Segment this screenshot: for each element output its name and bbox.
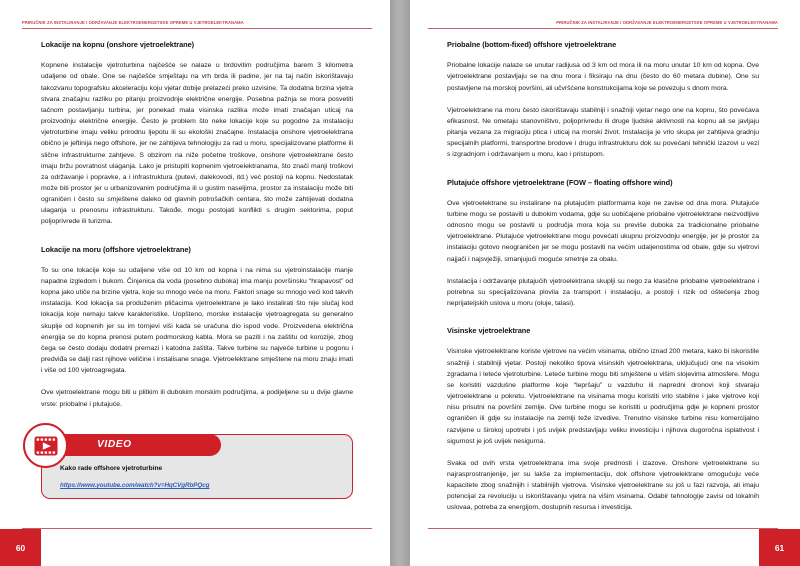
video-callout <box>41 434 353 499</box>
paragraph-airborne-1: Visinske vjetroelektrane koriste vjetrove na većim visinama, obično iznad 200 metara, kako bi iskoristile snažniji i stabilniji vjetar. Postoji nekoliko tipova visinskih vjetroelektrana, uključujući one na visokim zgradama i leteće vjetroturbine. Leteće turbine mogu biti smještene u višim slojevima atmosfere. Mogu se koristiti vazdušne platforme koje “lepršaju” u vazduhu ili napredni dronovi koji stvaraju vjetroelektrane u pokretu. Vjetroelektrane na visinama mogu koristiti vrlo stabilne i jake vjetrove koji nisu prisutni na površini zemlje. Ove turbine mogu se koristiti u područjima gdje je kopneni prostor ograničen ili gdje su instalacije na zemlji teže izvedive. Trenutno visinske turbine nisu komercijalno razvijene u širokoj upotrebi i još uvijek predstavljaju veliku investiciju i njihova dugoročna isplativost i sigurnost je još uvijek nesigurna. <box>447 348 759 445</box>
video-callout-tab <box>63 434 221 456</box>
page-gutter <box>390 0 410 566</box>
paragraph-floating-1: Ove vjetroelektrane su instalirane na plutajućim platformama koje ne zavise od dna mora. Plutajuće turbine mogu se postaviti u dubokim vodama, gdje su uobičajene priobalne vjetroelektrane neizvodljive odnosno mogu se postaviti u područja mora koja su previše duboka za tradicionalne priobalne vjetroelektrane. Plutajuće vjetroelektrane mogu povećati ukupnu proizvodnju energije, jer je prostor za instalaciju gotovo neograničen jer se mogu postaviti na većim udaljenostima od obale, gdje su vjetrovi najjači i najsvježiji, smanjujući moguće smetnje za obalu. <box>447 199 759 263</box>
right-text-column <box>447 40 759 514</box>
video-callout-tab-label: VIDEO <box>97 439 132 451</box>
paragraph-bottom-fixed-2: Vjetroelektrane na moru često iskorištavaju stabilniji i snažniji vjetar nego one na kopnu, što povećava efikasnost. Ne ometaju stanovništvo, poljoprivredu ili druge ljudske aktivnosti na kopnu ali se javljaju pitanja vezana za migraciju ptica i uticaj na morski život. Instalacija je vrlo skupa jer zahtijeva gradnju specijalnih platformi, transportne brodove i drugu infrastrukturu dok su povećani tehnički izazovi u vezi s izgradnjom i održavanjem u moru, kao i pristupom. <box>447 106 759 159</box>
left-text-column <box>41 40 353 410</box>
paragraph-offshore-2: Ove vjetroelektrane mogu biti u plitkim ili dubokim morskim područjima, a podijeljene su u dvije glavne vrste: priobalne i plutajuće. <box>41 389 353 408</box>
section-heading-airborne: Visinske vjetroelektrane <box>447 326 531 336</box>
running-header-right: PRIRUČNIK ZA INSTALIRANJE I ODRŽAVANJE ELEKTROENERGETSKE OPREME U VJETROELEKTRANAMA <box>556 20 778 25</box>
section-heading-bottom-fixed: Priobalne (bottom-fixed) offshore vjetroelektrane <box>447 40 617 49</box>
paragraph-onshore-1: Kopnene instalacije vjetroturbina najčešće se nalaze u brdovitim područjima barem 3 kilometra udaljene od obale. One se najčešće smještaju na vrh brda ili padine, jer na taj način iskorištavaju takozvanu topografsku akceleraciju koju vjetar dobije prelazeći preko uzvisine. Ta dodatna brzina vjetra stvara značajnu razliku po pitanju proizvodnje električne energije. Posebna pažnja se mora posvetiti tačnom postavljanju turbina, jer ponekad mala visinska razlika može imati značajan uticaj na proizvodnju električne energije. Često je problem što neke lokacije koje su pogodne za instalaciju vjetroturbine imaju veliku prirodnu ljepotu ili su ekološki značajne. Instalacija onshore vjetroelektrana obično je jeftinija nego offshore, jer ne zahtijeva tehnologiju za rad u moru, specijalizovane platforme ili slične infrastrukturne zahtjeve. S obzirom na niže početne troškove, onshore vjetroelektrane često imaju bržu povratnost ulaganja. Lako je pristupiti kopnenim vjetroelektranama, što znači manji troškovi za održavanje i popravke, a i infrastruktura (putevi, dalekovodi, itd.) već postoji na kopnu. Nedostatak može biti prostor jer u urbanizovanim područjima ili u gustim naseljima, prostor za instalaciju može biti ograničen i često su smještene daleko od glavnih potrošačkih centara, što može zahtijevati dodatna ulaganja u prenosnu infrastrukturu. Takođe, mogu postojati konflikti s drugim sektorima, poput poljoprivrede ili turizma. <box>41 62 353 226</box>
header-rule-left <box>22 28 372 29</box>
footer-rule-left <box>22 528 372 529</box>
section-heading-onshore: Lokacije na kopnu (onshore vjetroelektrane) <box>41 40 195 49</box>
footer-rule-right <box>428 528 778 529</box>
header-rule-right <box>428 28 778 29</box>
paragraph-offshore-1: To su one lokacije koje su udaljene više od 10 km od kopna i na nima su vjetroinstalacije manje napadne izgledom i bukom. Činjenica da voda (posebno duboka) ima manju površinsku “hrapavost” od kopna jako utiče na brzine vjetra, koje su mnogo veće na moru. Faktori snage su mnogo veći kod takvih instalacija. Kod lokacija sa produženim pličacima vjetroelektrane je lako instalirati što nije slučaj kod lokacija koje nemaju takve karakteristike. Uopšteno, morske instalacije vjetroagregata su generalno skuplje od kopnenih jer su im tornjevi viši kada se uračuna dio ispod vode. Proizvedena električna energija se do kopna prenosi putem podmorskog kabla. Mora se paziti i na zaštitu od korozije, zbog čega se često dodaju dodatni premazi i katodna zaštita. Takve turbine su najveće turbine u pogonu i predviđa se dalji rast njihove veličine i instalisane snage. Vjetroelektrane smještene na moru znaju imati i više od 100 vjetroagregata. <box>41 266 353 375</box>
paragraph-bottom-fixed-1: Priobalne lokacije nalaze se unutar radijusa od 3 km od mora ili na moru unutar 10 km od kopna. Ove vjetroelektrane postavljaju se na dnu mora i fiksiraju na dnu (često do 60 metara dubine). One su postavljene na morskoj površini, ali učvršćene konstrukcijama koje se povezuju s dnom mora. <box>447 62 759 92</box>
paragraph-airborne-2: Svaka od ovih vrsta vjetroelektrana ima svoje prednosti i izazove. Onshore vjetroelektrane su najrasprostranjenije, jer su lakše za implementaciju, dok offshore vjetroelektrane omogućuju veće kapacitete zbog snažnijih i stabilnijih vjetrova. Visinske vjetroelektrane su još u fazi razvoja, ali imaju potencijal za revoluciju u iskorištavanju vjetra na višim visinama. Odabir tehnologije zavisi od lokalnih uslovaa, potreba za energijom, dostupnih resursa i investicija. <box>447 459 759 512</box>
section-heading-floating: Plutajuće offshore vjetroelektrane (FOW – floating offshore wind) <box>447 177 673 187</box>
video-film-play-icon <box>23 423 68 468</box>
page-left <box>0 0 390 566</box>
video-callout-title: Kako rade offshore vjetroturbine <box>60 465 163 472</box>
running-header-left: PRIRUČNIK ZA INSTALIRANJE I ODRŽAVANJE ELEKTROENERGETSKE OPREME U VJETROELEKTRANAMA <box>22 20 244 25</box>
section-heading-offshore: Lokacije na moru (offshore vjetroelektrane) <box>41 244 191 254</box>
paragraph-floating-2: Instalacija i održavanje plutajućih vjetroelektrana skuplji su nego za klasične priobalne vjetroelektrane i potrebna su specijalizovana plovila za transport i instalaciju, a postoji i rizik od oštećenja zbog neprijateljskih uslova u moru (oluje, talasi). <box>447 277 759 307</box>
page-number-right: 61 <box>759 529 800 566</box>
page-number-left: 60 <box>0 529 41 566</box>
page-right <box>410 0 800 566</box>
video-callout-link[interactable]: https://www.youtube.com/watch?v=HqCVgRbPQcg <box>60 482 210 489</box>
